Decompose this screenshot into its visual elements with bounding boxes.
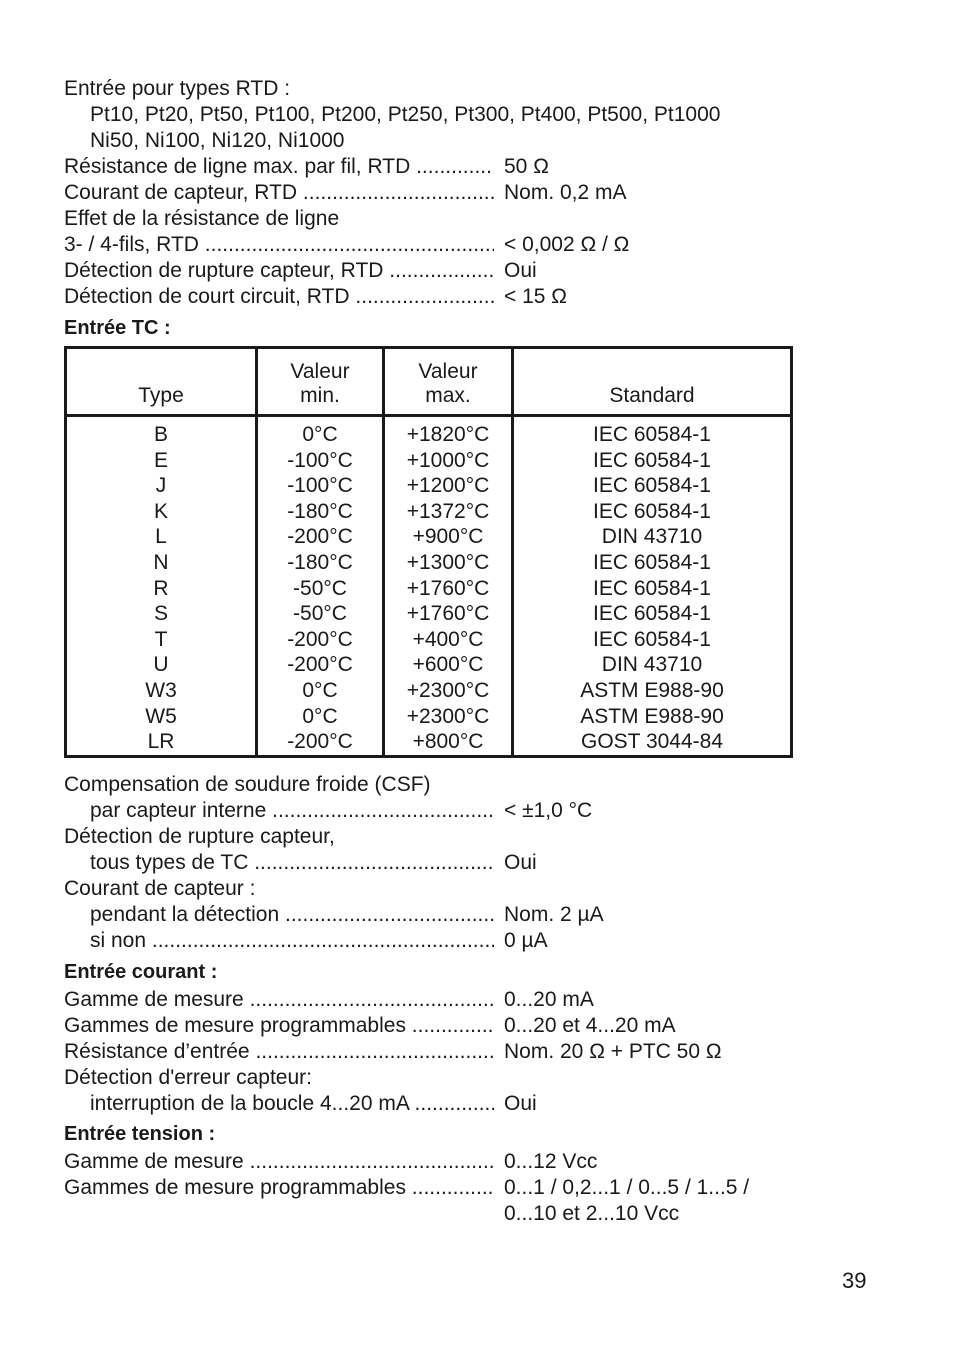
tc-standard-cell: IEC 60584-1 (593, 627, 711, 651)
rtd-short-detection-value: < 15 Ω (504, 285, 567, 308)
tc-standard-cell: DIN 43710 (601, 653, 703, 677)
tc-standard-cell: IEC 60584-1 (593, 602, 711, 626)
tc-min-cell: -180°C (287, 550, 353, 574)
tc-header-type (66, 348, 257, 416)
tc-max-cell: +900°C (412, 525, 484, 549)
tc-max-cell: +2300°C (406, 678, 490, 702)
tc-header-min (257, 348, 384, 416)
tc-standard-cell: IEC 60584-1 (593, 474, 711, 498)
tc-standard-cell: IEC 60584-1 (593, 576, 711, 600)
tc-header-max-line2: max. (425, 384, 471, 407)
tc-standard-cell: IEC 60584-1 (593, 448, 711, 472)
tc-type-cell: L (155, 525, 167, 549)
tc-type-cell: W5 (145, 704, 177, 728)
csf-current-label: Courant de capteur : (64, 877, 256, 900)
rtd-line-resistance-label: Résistance de ligne max. par fil, RTD ..... (64, 154, 494, 180)
current-loop-label: interruption de la boucle 4...20 mA ..... (90, 1091, 494, 1117)
tc-standard-cell: GOST 3044-84 (580, 730, 724, 754)
tc-min-cell: 0°C (302, 704, 338, 728)
tc-header-min-line2: min. (300, 384, 340, 407)
tc-max-cell: +1760°C (406, 576, 490, 600)
tc-max-cell: +1760°C (406, 602, 490, 626)
rtd-line-effect-label: Effet de la résistance de ligne (64, 207, 340, 230)
csf-all-tc-label: tous types de TC ..... (90, 850, 494, 876)
tc-type-cell: K (153, 499, 168, 523)
rtd-break-detection-value: Oui (504, 259, 537, 282)
current-range-label: Gamme de mesure ..... (64, 987, 494, 1013)
tc-heading: Entrée TC : (64, 317, 171, 339)
current-prog-value: 0...20 et 4...20 mA (504, 1014, 676, 1037)
tc-min-column (257, 416, 384, 757)
tc-type-cell: T (154, 627, 168, 651)
tc-type-cell: J (155, 474, 167, 498)
tc-type-cell: R (153, 576, 169, 600)
rtd-wires-value: < 0,002 Ω / Ω (504, 233, 630, 256)
tc-min-cell: -100°C (287, 474, 353, 498)
tc-header-max-line1: Valeur (418, 360, 478, 383)
tc-max-cell: +600°C (412, 653, 484, 677)
csf-label: Compensation de soudure froide (CSF) (64, 773, 431, 796)
csf-otherwise-label: si non ..... (90, 928, 494, 954)
rtd-types-label: Entrée pour types RTD : (64, 77, 291, 100)
current-loop-value: Oui (504, 1092, 537, 1115)
tc-min-cell: -100°C (287, 448, 353, 472)
page-number: 39 (842, 1268, 867, 1293)
tc-standard-cell: IEC 60584-1 (593, 423, 711, 446)
voltage-prog-label: Gammes de mesure programmables ..... (64, 1175, 494, 1201)
csf-internal-value: < ±1,0 °C (504, 799, 593, 822)
rtd-line-resistance-value: 50 Ω (504, 155, 549, 178)
csf-all-tc-value: Oui (504, 851, 537, 874)
tc-type-cell: LR (147, 730, 175, 754)
tc-type-cell: S (153, 602, 168, 626)
tc-min-cell: -50°C (293, 576, 347, 600)
tc-header-min-line1: Valeur (290, 360, 350, 383)
voltage-range-label: Gamme de mesure ..... (64, 1149, 494, 1175)
tc-min-cell: -50°C (293, 602, 347, 626)
tc-max-cell: +1000°C (406, 448, 490, 472)
tc-max-cell: +1820°C (406, 423, 490, 446)
voltage-input-heading: Entrée tension : (64, 1123, 216, 1145)
current-res-label: Résistance d’entrée ..... (64, 1039, 494, 1065)
tc-max-cell: +400°C (412, 627, 484, 651)
tc-type-column (66, 416, 257, 757)
tc-table-body-row (66, 416, 792, 757)
tc-table-header-row (66, 348, 792, 416)
tc-type-cell: U (153, 653, 169, 677)
tc-standard-cell: IEC 60584-1 (593, 550, 711, 574)
voltage-range-value: 0...12 Vcc (504, 1150, 598, 1173)
current-input-heading: Entrée courant : (64, 961, 218, 983)
csf-during-label: pendant la détection ..... (90, 902, 494, 928)
csf-internal-label: par capteur interne ..... (90, 798, 494, 824)
csf-break-label: Détection de rupture capteur, (64, 825, 335, 848)
tc-min-cell: -200°C (287, 525, 353, 549)
tc-standard-cell: ASTM E988-90 (580, 678, 724, 702)
tc-min-cell: -200°C (287, 653, 353, 677)
tc-min-cell: -200°C (287, 627, 353, 651)
tc-header-standard (513, 348, 792, 416)
tc-standard-cell: ASTM E988-90 (580, 704, 724, 728)
tc-header-standard-text: Standard (609, 384, 695, 407)
current-res-value: Nom. 20 Ω + PTC 50 Ω (504, 1040, 722, 1063)
tc-max-column (384, 416, 513, 757)
voltage-prog-value-2: 0...10 et 2...10 Vcc (504, 1202, 680, 1225)
rtd-types-line2: Ni50, Ni100, Ni120, Ni1000 (90, 129, 345, 152)
csf-during-value: Nom. 2 µA (504, 903, 604, 926)
tc-type-cell: E (153, 448, 168, 472)
tc-max-cell: +1300°C (406, 550, 490, 574)
tc-type-cell: W3 (145, 678, 177, 702)
current-error-label: Détection d'erreur capteur: (64, 1066, 312, 1089)
rtd-break-detection-label: Détection de rupture capteur, RTD ..... (64, 258, 494, 284)
tc-table (64, 346, 793, 758)
voltage-prog-value-1: 0...1 / 0,2...1 / 0...5 / 1...5 / (504, 1176, 750, 1199)
tc-max-cell: +1372°C (406, 499, 490, 523)
tc-max-cell: +2300°C (406, 704, 490, 728)
rtd-types-line1: Pt10, Pt20, Pt50, Pt100, Pt200, Pt250, Pt300, Pt400, Pt500, Pt1000 (90, 103, 721, 126)
current-prog-label: Gammes de mesure programmables ..... (64, 1013, 494, 1039)
tc-min-cell: -200°C (287, 730, 353, 754)
tc-header-max (384, 348, 513, 416)
rtd-short-detection-label: Détection de court circuit, RTD ..... (64, 284, 494, 310)
tc-standard-cell: IEC 60584-1 (593, 499, 711, 523)
tc-header-type-text: Type (138, 384, 184, 407)
tc-standard-column (513, 416, 792, 757)
tc-min-cell: 0°C (302, 423, 338, 446)
tc-max-cell: +1200°C (406, 474, 490, 498)
rtd-sensor-current-label: Courant de capteur, RTD ..... (64, 180, 494, 206)
rtd-wires-label: 3- / 4-fils, RTD ..... (64, 232, 494, 258)
tc-min-cell: 0°C (302, 678, 338, 702)
tc-type-cell: B (153, 423, 168, 446)
csf-otherwise-value: 0 µA (504, 929, 548, 952)
tc-standard-cell: DIN 43710 (601, 525, 703, 549)
tc-type-cell: N (153, 550, 169, 574)
tc-max-cell: +800°C (412, 730, 484, 754)
current-range-value: 0...20 mA (504, 988, 594, 1011)
rtd-sensor-current-value: Nom. 0,2 mA (504, 181, 627, 204)
tc-min-cell: -180°C (287, 499, 353, 523)
